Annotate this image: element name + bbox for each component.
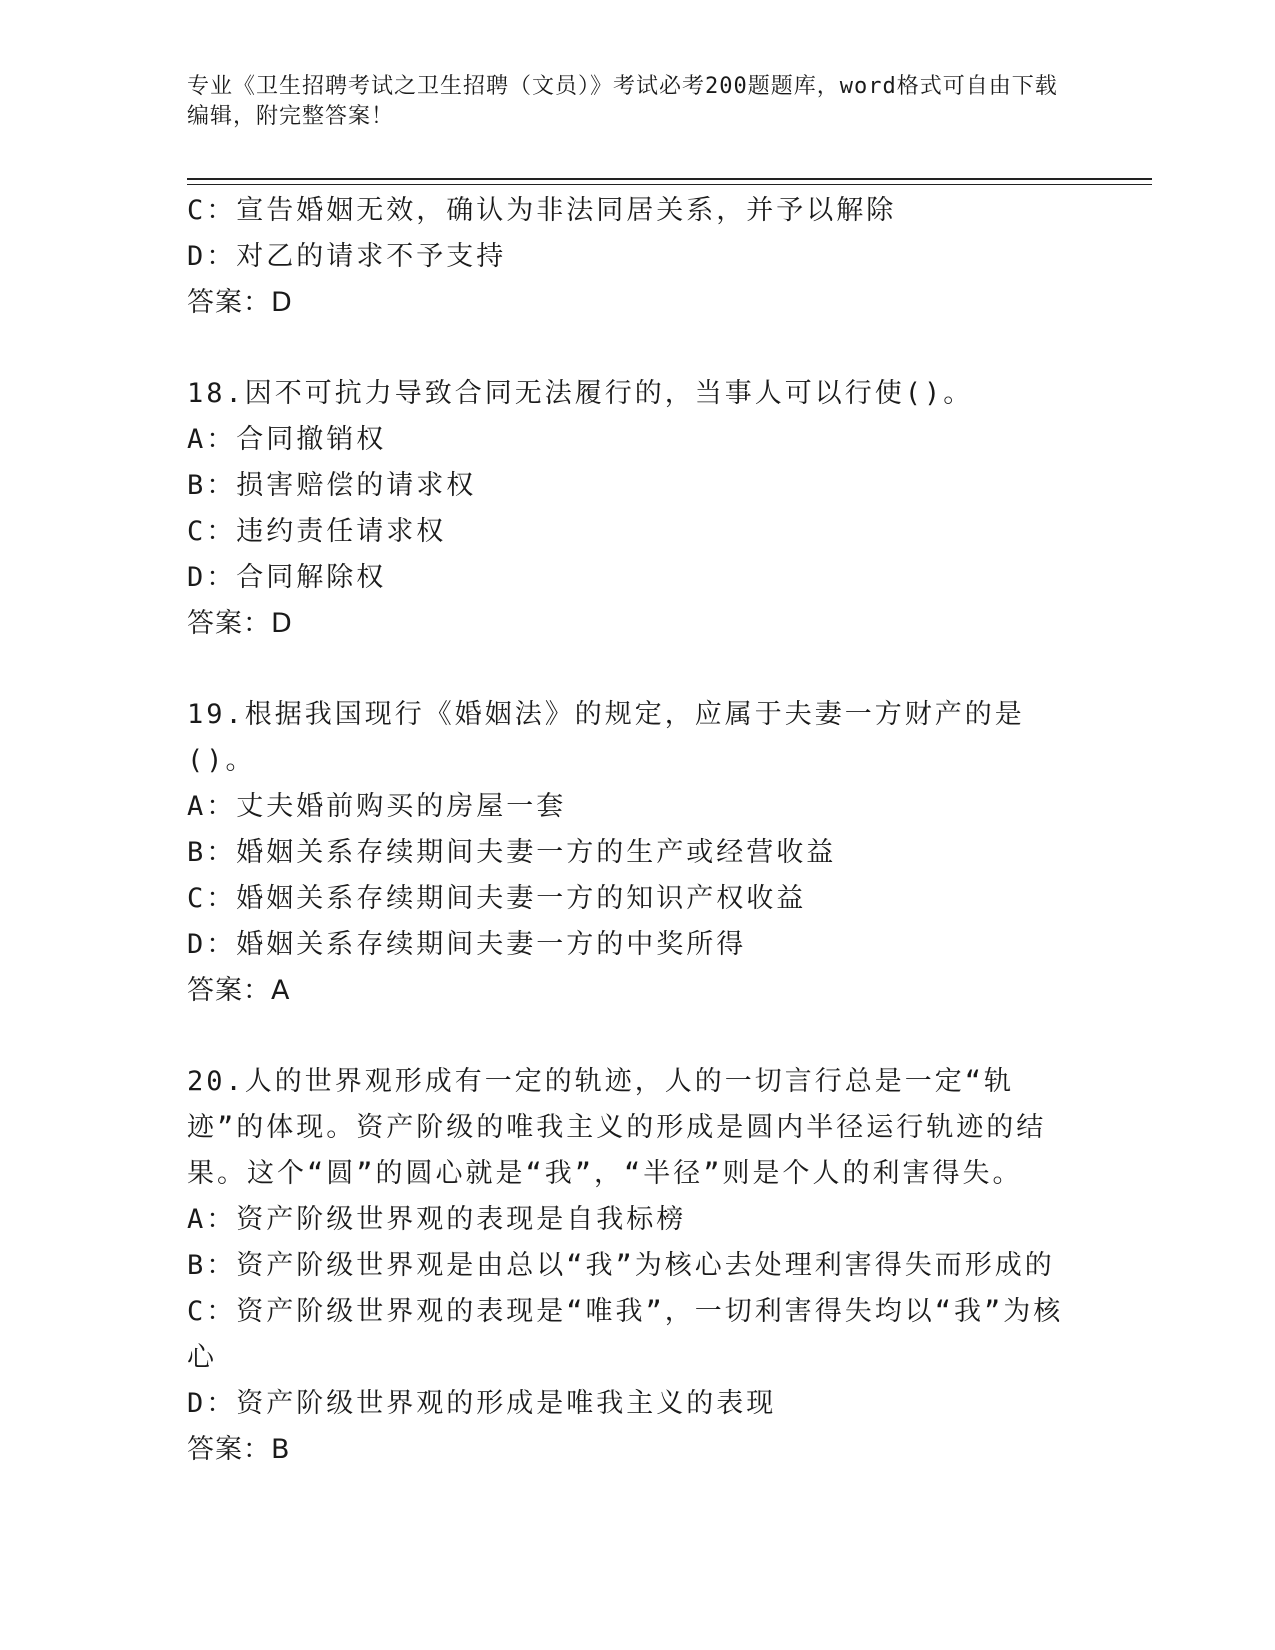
spacer xyxy=(187,1014,1087,1059)
option-b: B：资产阶级世界观是由总以“我”为核心去处理利害得失而形成的 xyxy=(187,1250,1055,1281)
spacer xyxy=(187,326,1087,371)
option-d: D：对乙的请求不予支持 xyxy=(187,241,507,272)
question-19 xyxy=(187,692,1087,1014)
question-stem: 18.因不可抗力导致合同无法履行的，当事人可以行使()。 xyxy=(187,378,974,409)
question-17-continued xyxy=(187,188,1087,326)
header-rule-thin xyxy=(187,184,1152,185)
answer: 答案：D xyxy=(187,287,293,318)
answer: 答案：B xyxy=(187,1434,291,1465)
option-a: A：丈夫婚前购买的房屋一套 xyxy=(187,791,567,822)
option-c: C：资产阶级世界观的表现是“唯我”，一切利害得失均以“我”为核心 xyxy=(187,1296,1064,1373)
question-stem: 20.人的世界观形成有一定的轨迹，人的一切言行总是一定“轨迹”的体现。资产阶级的唯我主义的形成是圆内半径运行轨迹的结果。这个“圆”的圆心就是“我”，“半径”则是个人的利害得失。 xyxy=(187,1066,1047,1189)
option-d: D：合同解除权 xyxy=(187,562,387,593)
option-c: C：宣告婚姻无效，确认为非法同居关系，并予以解除 xyxy=(187,195,897,226)
option-a: A：合同撤销权 xyxy=(187,424,387,455)
option-d: D：婚姻关系存续期间夫妻一方的中奖所得 xyxy=(187,929,747,960)
document-body xyxy=(187,188,1087,1473)
header-rule-thick xyxy=(187,178,1152,180)
option-c: C：违约责任请求权 xyxy=(187,516,447,547)
answer: 答案：A xyxy=(187,975,291,1006)
question-stem: 19.根据我国现行《婚姻法》的规定，应属于夫妻一方财产的是()。 xyxy=(187,699,1025,776)
question-18 xyxy=(187,371,1087,647)
option-d: D：资产阶级世界观的形成是唯我主义的表现 xyxy=(187,1388,777,1419)
option-b: B：损害赔偿的请求权 xyxy=(187,470,477,501)
document-header: 专业《卫生招聘考试之卫生招聘（文员）》考试必考200题题库，word格式可自由下载编辑，附完整答案！ xyxy=(187,74,1058,129)
answer: 答案：D xyxy=(187,608,293,639)
option-b: B：婚姻关系存续期间夫妻一方的生产或经营收益 xyxy=(187,837,837,868)
spacer xyxy=(187,647,1087,692)
option-a: A：资产阶级世界观的表现是自我标榜 xyxy=(187,1204,687,1235)
question-20 xyxy=(187,1059,1087,1473)
option-c: C：婚姻关系存续期间夫妻一方的知识产权收益 xyxy=(187,883,807,914)
